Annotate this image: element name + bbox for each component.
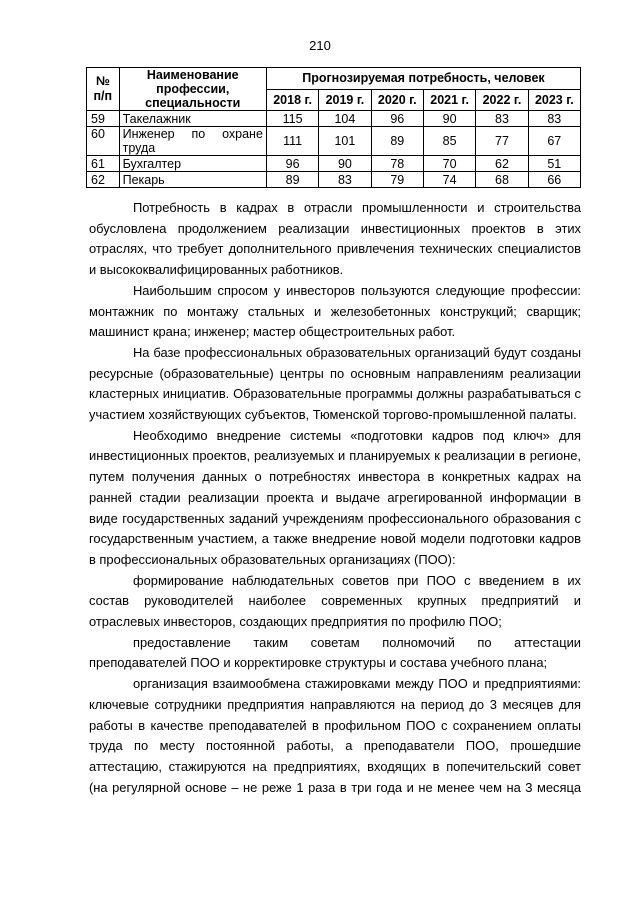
row-value: 78 — [371, 156, 423, 172]
table-row — [87, 127, 581, 156]
row-value: 83 — [476, 111, 528, 127]
row-value: 77 — [476, 127, 528, 156]
column-header-number: № п/п — [87, 68, 120, 111]
row-value: 96 — [371, 111, 423, 127]
row-value: 67 — [528, 127, 580, 156]
row-profession: Бухгалтер — [119, 156, 266, 172]
row-value: 96 — [266, 156, 318, 172]
row-profession: Инженер по охране труда — [119, 127, 266, 156]
row-value: 85 — [423, 127, 475, 156]
row-profession: Такелажник — [119, 111, 266, 127]
workforce-demand-table — [86, 67, 581, 188]
column-header-year: 2018 г. — [266, 89, 318, 111]
row-value: 104 — [319, 111, 371, 127]
column-header-year: 2021 г. — [423, 89, 475, 111]
row-value: 83 — [319, 172, 371, 188]
row-value: 74 — [423, 172, 475, 188]
row-number: 59 — [87, 111, 120, 127]
row-value: 68 — [476, 172, 528, 188]
row-value: 89 — [266, 172, 318, 188]
page-number: 210 — [309, 38, 331, 53]
row-number: 60 — [87, 127, 120, 156]
row-value: 79 — [371, 172, 423, 188]
row-value: 89 — [371, 127, 423, 156]
row-number: 62 — [87, 172, 120, 188]
column-header-year: 2022 г. — [476, 89, 528, 111]
row-value: 90 — [423, 111, 475, 127]
row-number: 61 — [87, 156, 120, 172]
table-row — [87, 172, 581, 188]
row-value: 83 — [528, 111, 580, 127]
row-profession: Пекарь — [119, 172, 266, 188]
row-value: 115 — [266, 111, 318, 127]
row-value: 66 — [528, 172, 580, 188]
row-value: 101 — [319, 127, 371, 156]
row-value: 90 — [319, 156, 371, 172]
paragraph-turnkey-training: Необходимо внедрение системы «подготовки кадров под ключ» для инвестиционных проектов, реализуемых и планируемых к реализации в регионе, путем получения данных о потребностях инвестора в конкретных кадрах на ранней стадии реализации проекта и выдаче агрегированной информации в виде государственных заданий учреждениям профессионального образования с государственным участием, а также внедрение новой модели подготовки кадров в профессиональных образовательных организациях (ПОО): — [89, 427, 581, 567]
paragraph-resource-centers: На базе профессиональных образовательных организаций будут созданы ресурсные (образовательные) центры по основным направлениям реализации кластерных инициатив. Образовательные программы должны разрабатываться с участием хозяйствующих субъектов, Тюменской торгово-промышленной палаты. — [89, 344, 581, 423]
column-header-year: 2019 г. — [319, 89, 371, 111]
paragraph-workforce-need: Потребность в кадрах в отрасли промышленности и строительства обусловлена продолжением реализации инвестиционных проектов в этих отраслях, что требует дополнительного привлечения технических специалистов и высококвалифицированных работников. — [89, 200, 581, 278]
column-header-profession: Наименование профессии, специальности — [119, 68, 266, 111]
column-header-forecast: Прогнозируемая потребность, человек — [266, 68, 580, 90]
row-value: 62 — [476, 156, 528, 172]
paragraph-supervisory-boards: формирование наблюдательных советов при ПОО с введением в их состав руководителей наиболее современных крупных предприятий и отраслевых инвесторов, создающих предприятия по профилю ПОО; — [89, 572, 581, 630]
paragraph-internship-exchange: организация взаимообмена стажировками между ПОО и предприятиями: ключевые сотрудники предприятия направляются на период до 3 месяцев для работы в качестве преподавателей в профильном ПОО с сохранением оплаты труда по месту постоянной работы, а преподаватели ПОО, прошедшие аттестацию, стажируются на предприятиях, входящих в попечительский совет (на регулярной основе – не реже 1 раза в три года и не менее чем на 3 месяца — [89, 676, 581, 795]
table-header-row — [87, 68, 581, 90]
paragraph-demanded-professions: Наибольшим спросом у инвесторов пользуются следующие профессии: монтажник по монтажу стальных и железобетонных конструкций; сварщик; машинист крана; инженер; мастер общестроительных работ. — [89, 282, 581, 340]
body-text — [89, 198, 581, 798]
column-header-year: 2020 г. — [371, 89, 423, 111]
table-row — [87, 111, 581, 127]
row-value: 70 — [423, 156, 475, 172]
table-row — [87, 156, 581, 172]
paragraph-board-powers: предоставление таким советам полномочий по аттестации преподавателей ПОО и корректировке структуры и состава учебного плана; — [89, 634, 581, 671]
column-header-year: 2023 г. — [528, 89, 580, 111]
row-value: 111 — [266, 127, 318, 156]
row-value: 51 — [528, 156, 580, 172]
